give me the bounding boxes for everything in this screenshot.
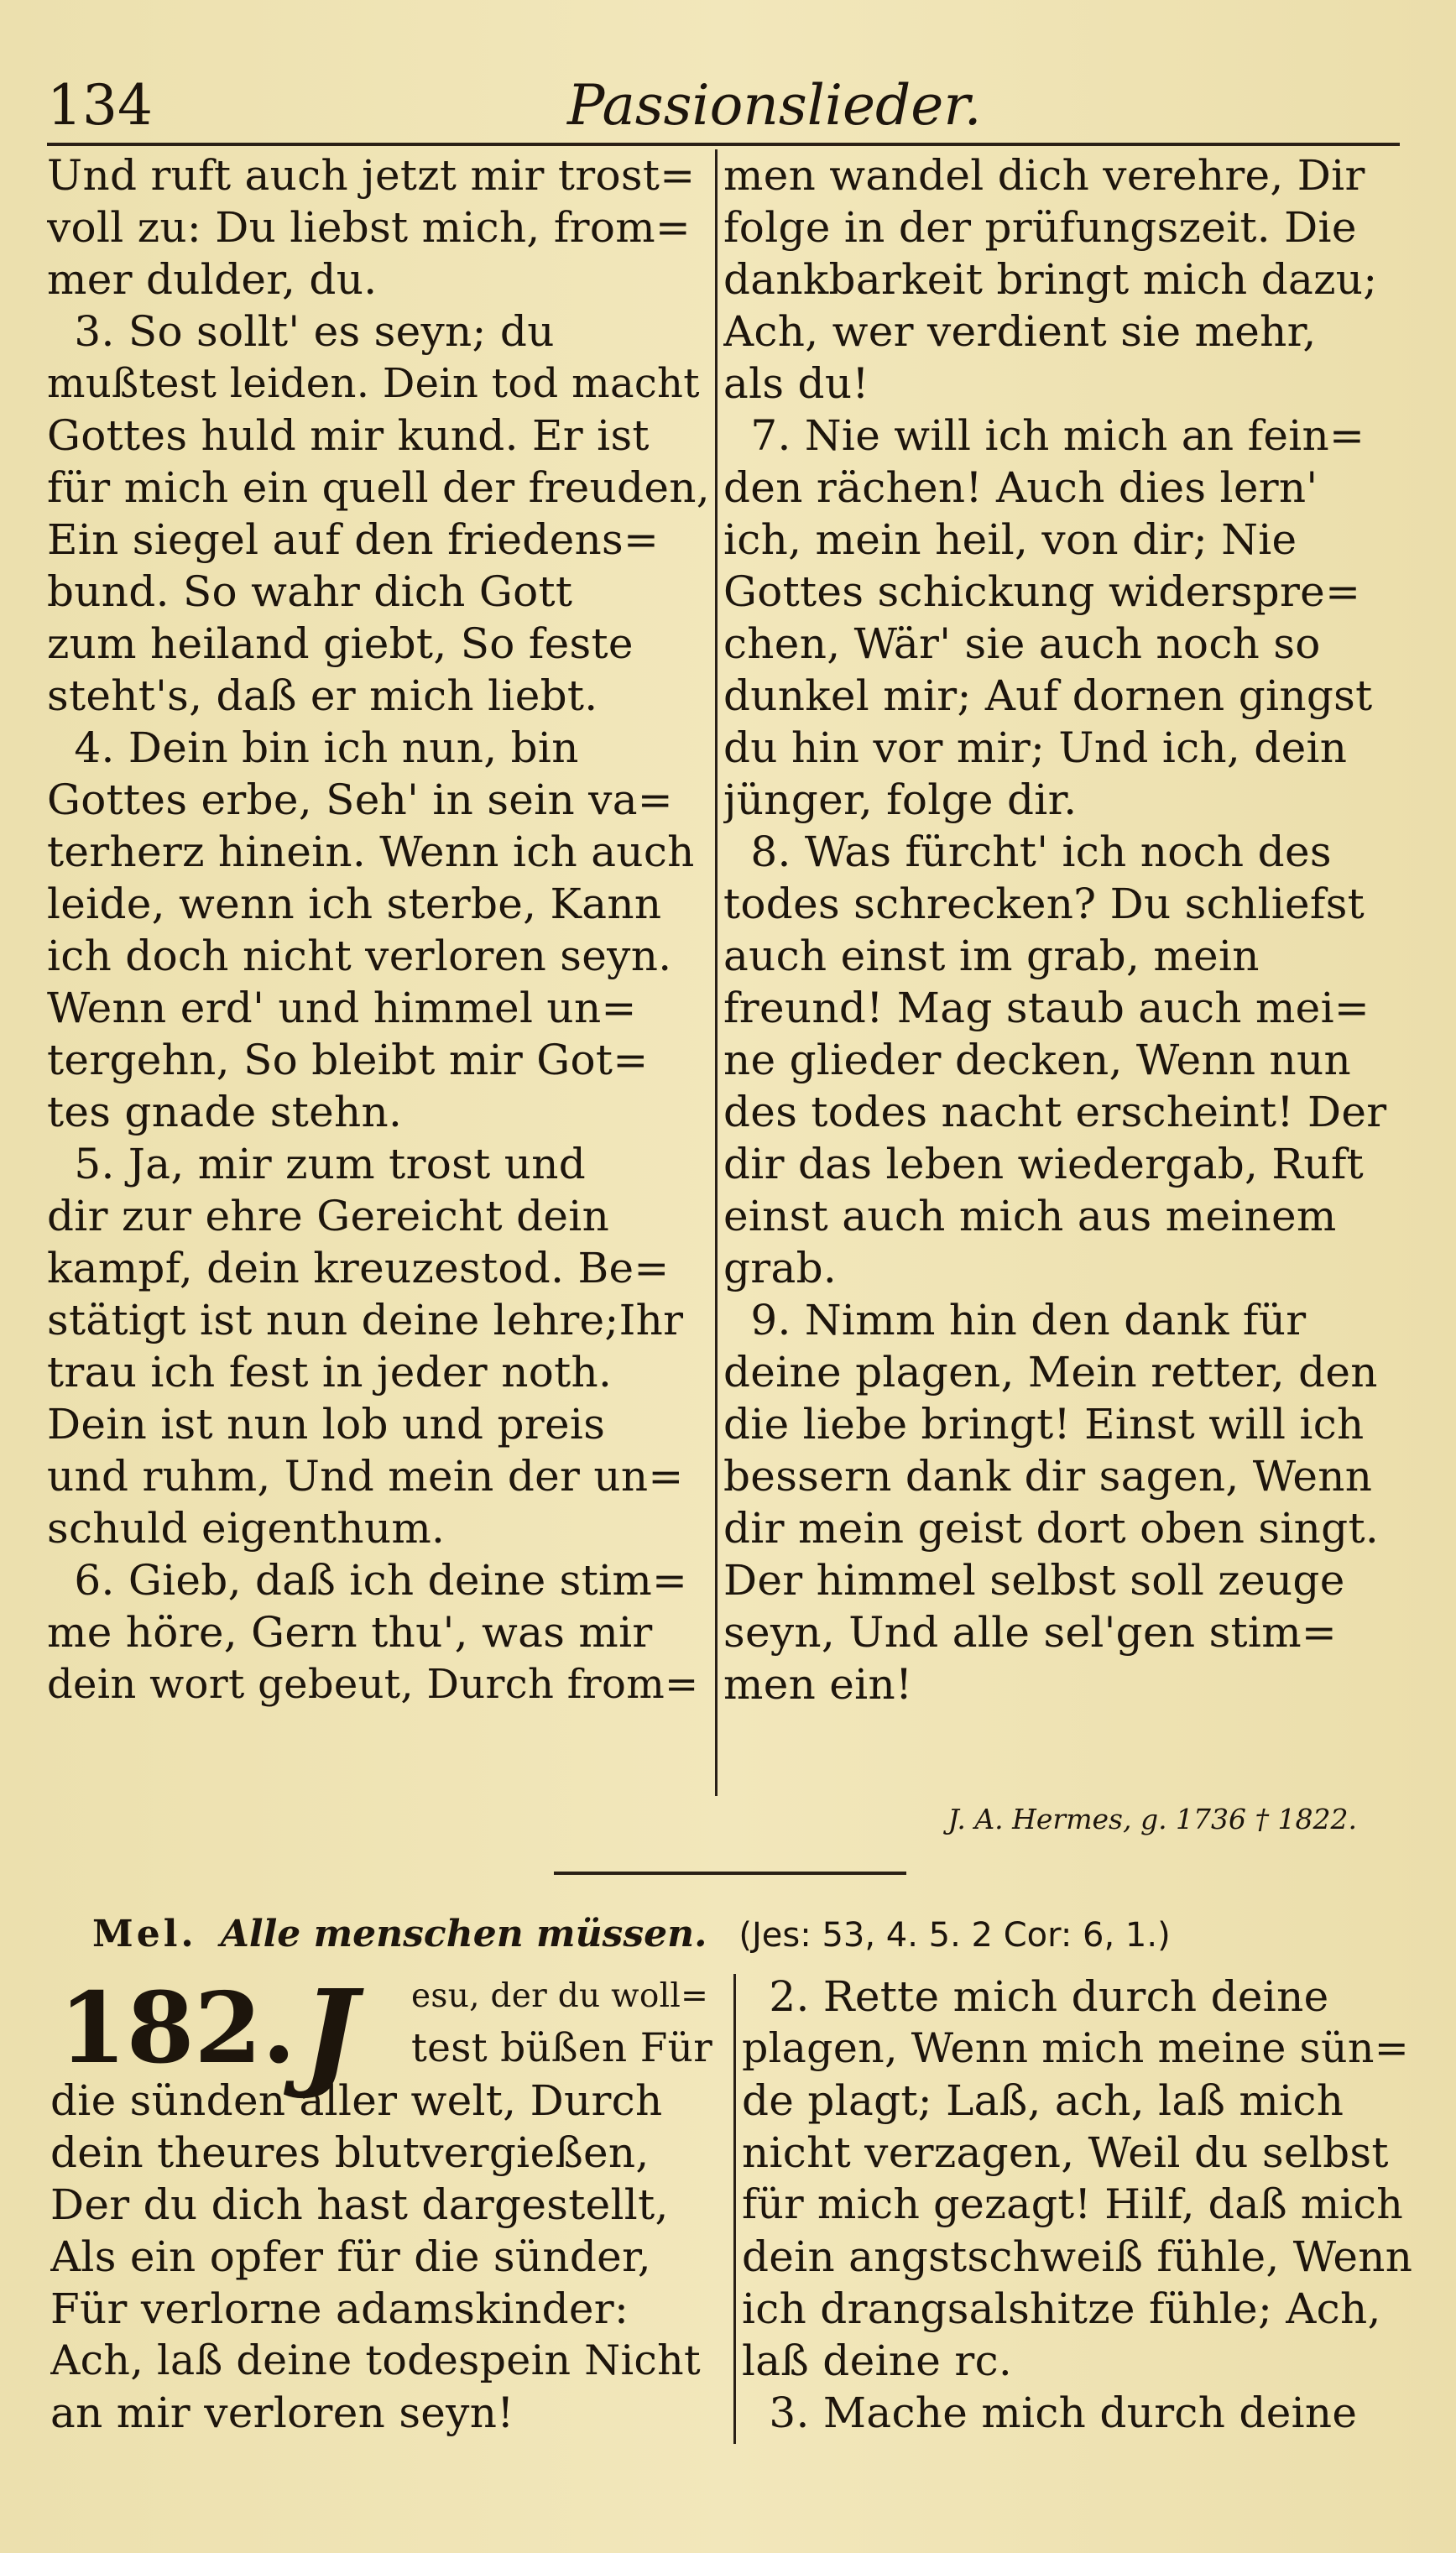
running-title: Passionslieder. [567, 73, 982, 138]
text-line: Gottes schickung widerspre= [723, 567, 1361, 616]
text-line: terherz hinein. Wenn ich auch [47, 828, 695, 876]
text-line: leide, wenn ich sterbe, Kann [47, 880, 662, 928]
text-line: Gottes erbe, Seh' in sein va= [47, 775, 674, 824]
text-line: tergehn, So bleibt mir Got= [47, 1036, 649, 1084]
text-line: dir zur ehre Gereicht dein [47, 1192, 610, 1240]
melody-title: Alle menschen müssen. [220, 1913, 707, 1955]
text-line: ich doch nicht verloren seyn. [47, 932, 672, 980]
text-line: dein wort gebeut, Durch from= [47, 1661, 699, 1708]
column-divider [715, 149, 718, 1796]
melody-label: Mel. [92, 1913, 197, 1955]
text-line: kampf, dein kreuzestod. Be= [47, 1244, 670, 1292]
text-line: Ach, wer verdient sie mehr, [723, 307, 1317, 356]
left-column [47, 149, 710, 1710]
hymn-text-line: 2. Rette mich durch deine [742, 1972, 1329, 2021]
hymn-text-line: de plagt; Laß, ach, laß mich [742, 2076, 1344, 2125]
text-line: einst auch mich aus meinem [723, 1192, 1337, 1240]
text-line: jünger, folge dir. [723, 775, 1078, 824]
hymn-right-column [742, 1971, 1413, 2439]
text-line: freund! Mag staub auch mei= [723, 984, 1370, 1032]
section-rule [554, 1872, 906, 1875]
text-line: 3. So sollt' es seyn; du [47, 307, 555, 356]
hymn-text-line: Der du dich hast dargestellt, [50, 2180, 669, 2229]
page-number: 134 [47, 73, 153, 138]
drop-cap: J [302, 1965, 358, 2102]
text-line: men wandel dich verehre, Dir [723, 151, 1365, 200]
author-attribution: J. A. Hermes, g. 1736 † 1822. [947, 1803, 1357, 1835]
scripture-reference: (Jes: 53, 4. 5. 2 Cor: 6, 1.) [738, 1916, 1171, 1955]
header-rule [47, 143, 1400, 146]
hymn-text-line: dein theures blutvergießen, [50, 2128, 650, 2177]
right-column [723, 149, 1395, 1710]
page-header [47, 72, 1406, 139]
text-line: Dein ist nun lob und preis [47, 1400, 606, 1449]
text-line: Gottes huld mir kund. Er ist [47, 411, 650, 460]
hymn-text-line: ich drangsalshitze fühle; Ach, [742, 2284, 1381, 2333]
text-line: deine plagen, Mein retter, den [723, 1348, 1378, 1397]
text-line: auch einst im grab, mein [723, 932, 1260, 980]
text-line: den rächen! Auch dies lern' [723, 463, 1318, 512]
hymn-text-line: Ach, laß deine todespein Nicht [50, 2336, 702, 2384]
text-line: dir das leben wiedergab, Ruft [723, 1140, 1365, 1188]
text-line: chen, Wär' sie auch noch so [723, 619, 1321, 668]
text-line: todes schrecken? Du schliefst [723, 880, 1365, 928]
text-line: ne glieder decken, Wenn nun [723, 1036, 1352, 1084]
text-line: als du! [723, 359, 869, 408]
hymn-text-line: Als ein opfer für die sünder, [50, 2232, 651, 2281]
text-line: Ein siegel auf den friedens= [47, 515, 660, 564]
text-line: mer dulder, du. [47, 255, 378, 304]
text-line: seyn, Und alle sel'gen stim= [723, 1608, 1338, 1657]
melody-line [92, 1905, 1401, 1964]
text-line: me höre, Gern thu', was mir [47, 1608, 653, 1657]
hymn-left-column [50, 1965, 713, 2439]
text-line: ich, mein heil, von dir; Nie [723, 515, 1297, 564]
hymn-text-line: nicht verzagen, Weil du selbst [742, 2128, 1389, 2177]
text-line: men ein! [723, 1660, 913, 1709]
hymn-text-line: Für verlorne adamskinder: [50, 2284, 629, 2333]
text-line: grab. [723, 1244, 838, 1292]
text-line: voll zu: Du liebst mich, from= [47, 203, 691, 252]
hymn-text-line: test büßen Für [411, 2025, 712, 2071]
text-line: dir mein geist dort oben singt. [723, 1504, 1380, 1553]
text-line: tes gnade stehn. [47, 1088, 403, 1136]
text-line: die liebe bringt! Einst will ich [723, 1400, 1365, 1449]
text-line: 7. Nie will ich mich an fein= [723, 411, 1365, 460]
text-line: bund. So wahr dich Gott [47, 567, 573, 616]
hymn-text-line: 3. Mache mich durch deine [742, 2389, 1358, 2437]
hymn-column-divider [733, 1974, 736, 2444]
text-line: folge in der prüfungszeit. Die [723, 203, 1357, 252]
text-line: steht's, daß er mich liebt. [47, 671, 598, 720]
hymn-number: 182. [59, 1971, 296, 2086]
hymn-text-line: esu, der du woll= [411, 1977, 709, 2015]
text-line: mußtest leiden. Dein tod macht [47, 360, 700, 407]
text-line: dankbarkeit bringt mich dazu; [723, 255, 1378, 304]
hymn-text-line: für mich gezagt! Hilf, daß mich [742, 2180, 1404, 2228]
hymn-text-line: an mir verloren seyn! [50, 2389, 514, 2437]
text-line: und ruhm, Und mein der un= [47, 1452, 684, 1501]
hymn-text-line: die sünden aller welt, Durch [50, 2076, 663, 2125]
text-line: stätigt ist nun deine lehre;Ihr [47, 1296, 684, 1344]
text-line: 4. Dein bin ich nun, bin [47, 723, 579, 772]
text-line: dunkel mir; Auf dornen gingst [723, 671, 1373, 720]
text-line: schuld eigenthum. [47, 1504, 446, 1553]
text-line: trau ich fest in jeder noth. [47, 1348, 613, 1397]
hymn-text-line: dein angstschweiß fühle, Wenn [742, 2232, 1413, 2281]
text-line: des todes nacht erscheint! Der [723, 1088, 1387, 1136]
text-line: 5. Ja, mir zum trost und [47, 1140, 587, 1188]
text-line: 6. Gieb, daß ich deine stim= [47, 1556, 688, 1605]
text-line: du hin vor mir; Und ich, dein [723, 723, 1348, 772]
text-line: zum heiland giebt, So feste [47, 619, 634, 668]
text-line: Wenn erd' und himmel un= [47, 984, 637, 1032]
text-line: bessern dank dir sagen, Wenn [723, 1452, 1373, 1501]
text-line: Der himmel selbst soll zeuge [723, 1556, 1345, 1605]
text-line: 8. Was fürcht' ich noch des [723, 828, 1332, 876]
hymn-text-line: laß deine rc. [742, 2336, 1013, 2385]
hymn-text-line: plagen, Wenn mich meine sün= [742, 2024, 1410, 2072]
text-line: Und ruft auch jetzt mir trost= [47, 151, 696, 200]
text-line: für mich ein quell der freuden, [47, 463, 710, 512]
text-line: 9. Nimm hin den dank für [723, 1296, 1307, 1344]
